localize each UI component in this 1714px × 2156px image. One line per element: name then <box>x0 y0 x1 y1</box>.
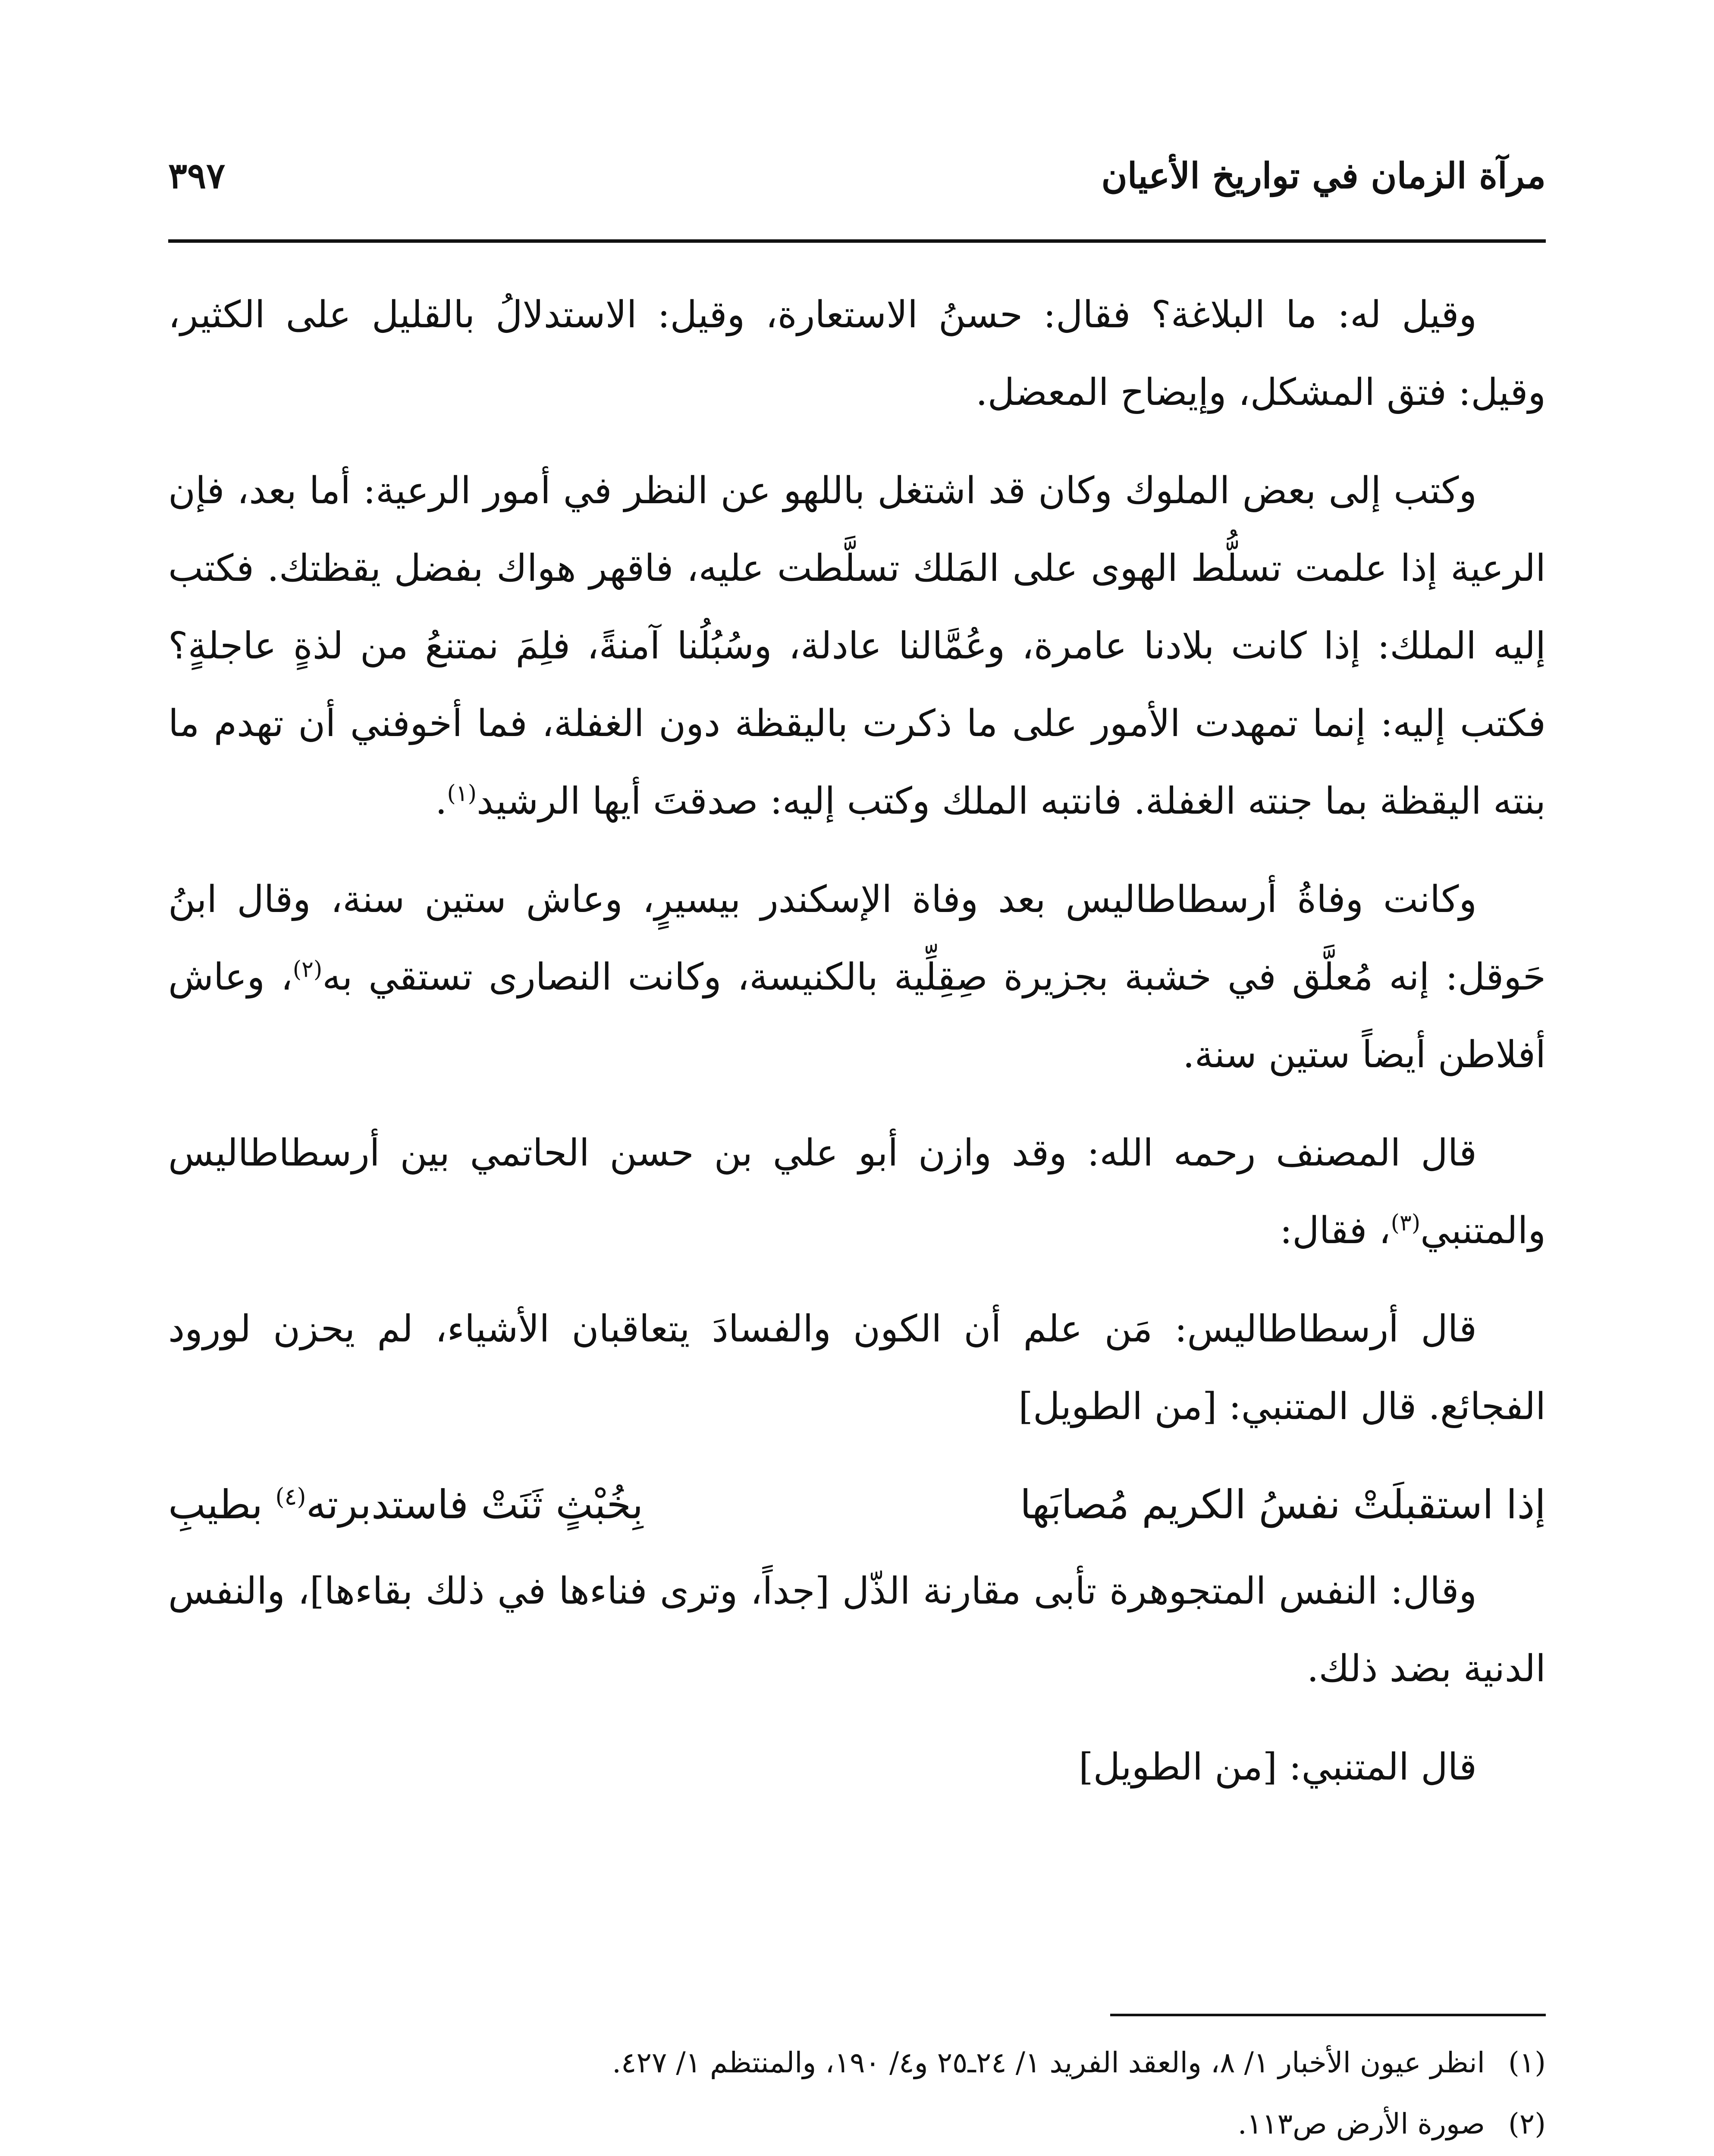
verse-first-hemistich: إذا استقبلَتْ نفسُ الكريم مُصابَها <box>1020 1482 1546 1528</box>
footnote-label: (١) <box>1508 2046 1546 2079</box>
paragraph-text-end: . <box>435 780 447 823</box>
footnotes <box>168 2035 1546 2156</box>
page-number: ٣٩٧ <box>168 155 226 197</box>
footnote <box>168 2096 1546 2152</box>
page-header <box>168 147 1546 211</box>
paragraph-text: وقيل له: ما البلاغة؟ فقال: حسنُ الاستعارة، وقيل: الاستدلالُ بالقليل على الكثير، وقيل: فتق المشكل، وإيضاح المعضل. <box>168 293 1546 414</box>
paragraph-text: وكانت وفاةُ أرسطاطاليس بعد وفاة الإسكندر بيسيرٍ، وعاش ستين سنة، وقال ابنُ حَوقل: إنه مُعلَّق في خشبة بجزيرة صِقِلِّية بالكنيسة، وكانت النصارى تستقي به <box>168 878 1546 999</box>
paragraph-text: قال المتنبي: [من الطويل] <box>1079 1745 1477 1789</box>
paragraph-text: وقال: النفس المتجوهرة تأبى مقارنة الذّل [جداً، وترى فناءها في ذلك بقاءها]، والنفس الدنية بضد ذلك. <box>168 1570 1546 1690</box>
paragraph <box>168 861 1546 1094</box>
paragraph-text: قال المصنف رحمه الله: وقد وازن أبو علي بن حسن الحاتمي بين أرسطاطاليس والمتنبي <box>168 1131 1546 1252</box>
footnote-text: صورة الأرض ص١١٣. <box>1237 2107 1485 2140</box>
verse-second-hemistich-end: بطيبِ <box>168 1482 276 1528</box>
footnote-ref: (٤) <box>275 1483 306 1510</box>
paragraph <box>168 1290 1546 1445</box>
footnote-ref: (١) <box>447 780 477 807</box>
footnote <box>168 2035 1546 2090</box>
footnote-label: (٢) <box>1508 2107 1546 2140</box>
footnote-ref: (٣) <box>1391 1210 1421 1236</box>
paragraph <box>168 1552 1546 1708</box>
paragraph-text-end: ، فقال: <box>1280 1209 1391 1252</box>
verse-second-hemistich <box>168 1466 643 1544</box>
paragraph-text: قال أرسطاطاليس: مَن علم أن الكون والفسادَ يتعاقبان الأشياء، لم يحزن لورود الفجائع. قال المتنبي: [من الطويل] <box>168 1307 1546 1428</box>
paragraph <box>168 1114 1546 1269</box>
poem-verse <box>168 1466 1546 1544</box>
paragraph <box>168 1728 1546 1806</box>
paragraph-text-end: ، وعاش أفلاطن أيضاً ستين سنة. <box>168 956 1546 1076</box>
footnote-ref: (٢) <box>292 956 323 983</box>
footnote-separator <box>1110 2014 1546 2016</box>
paragraph-text: وكتب إلى بعض الملوك وكان قد اشتغل باللهو عن النظر في أمور الرعية: أما بعد، فإن الرعية إذا علمت تسلُّط الهوى على المَلك تسلَّطت عليه، فاقهر هواك بفضل يقظتك. فكتب إليه الملك: إذا كانت بلادنا عامرة، وعُمَّالنا عادلة، وسُبُلُنا آمنةً، فلِمَ نمتنعُ من لذةٍ عاجلةٍ؟ فكتب إليه: إنما تمهدت الأمور على ما ذكرت باليقظة دون الغفلة، فما أخوفني أن تهدم ما بنته اليقظة بما جنته الغفلة. فانتبه الملك وكتب إليه: صدقتَ أيها الرشيد <box>168 469 1546 823</box>
paragraph <box>168 276 1546 431</box>
paragraph <box>168 452 1546 840</box>
verse-second-hemistich-text: بِخُبْثٍ ثَنَتْ فاستدبرته <box>306 1482 644 1528</box>
running-title: مرآة الزمان في تواريخ الأعيان <box>1101 155 1546 197</box>
footnote-text: انظر عيون الأخبار ١/ ٨، والعقد الفريد ١/ ٢٤ـ٢٥ و٤/ ١٩٠، والمنتظم ١/ ٤٢٧. <box>612 2046 1485 2079</box>
main-text <box>168 276 1546 1827</box>
header-rule <box>168 239 1546 243</box>
